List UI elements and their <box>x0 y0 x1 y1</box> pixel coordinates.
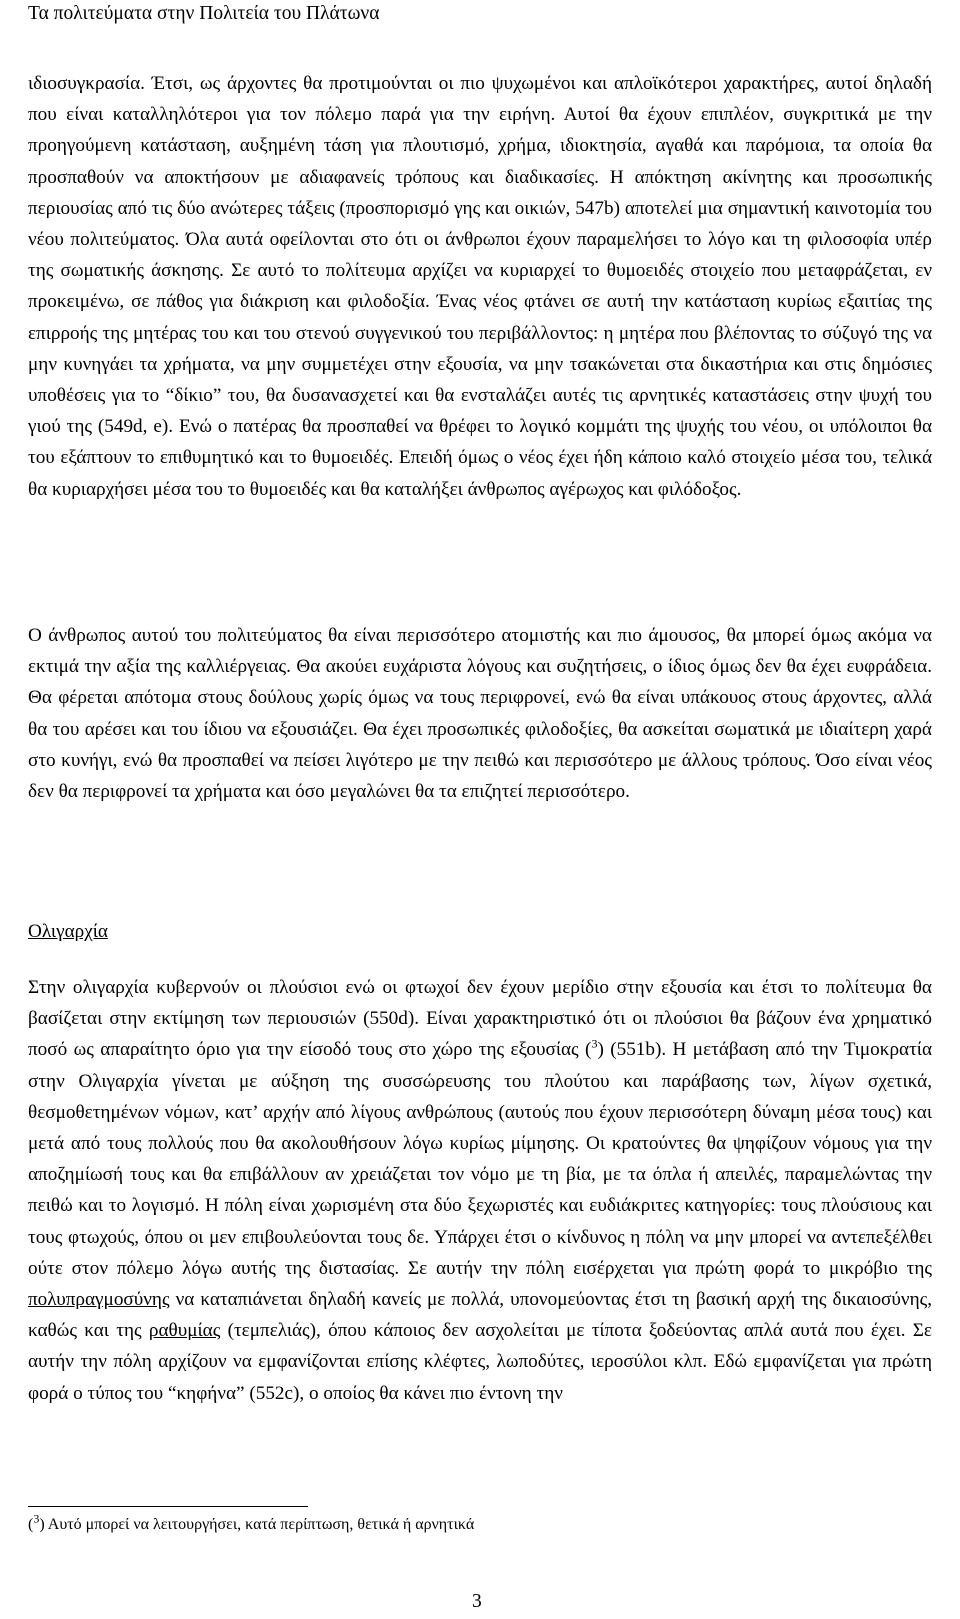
term-polypragmosyni: πολυπραγμοσύνης <box>28 1289 170 1311</box>
footnote-open-paren: ( <box>28 1516 34 1533</box>
footnote-separator <box>28 1506 308 1507</box>
oligarchy-text-part1: Στην ολιγαρχία κυβερνούν οι πλούσιοι ενώ οι φτωχοί δεν έχουν μερίδιο στην εξουσία και έτσι το πολίτευμα θα βασίζεται στην εκτίμηση των περιουσιών (550d). Είναι χαρακτηριστικό ότι οι πλούσιοι θα βάζουν ένα χρηματικό ποσό ως απαραίτητο όριο για την είσοδό τους στο χώρο της εξουσίας ( <box>28 977 932 1061</box>
footnote-3 <box>28 1511 475 1536</box>
paragraph-timocratic-man: ιδιοσυγκρασία. Έτσι, ως άρχοντες θα προτιμούνται οι πιο ψυχωμένοι και απλοϊκότεροι χαρακτήρες, αυτοί δηλαδή που είναι καταλληλότεροι για τον πόλεμο παρά για την ειρήνη. Αυτοί θα έχουν επιπλέον, συγκριτικά με την προηγούμενη κατάσταση, αυξημένη τάση για πλουτισμό, χρήμα, ιδιοκτησία, αγαθά και παρόμοια, τα οποία θα προσπαθούν να αποκτήσουν με αδιαφανείς τρόπους και διαδικασίες. Η απόκτηση ακίνητης και προσωπικής περιουσίας από τις δύο ανώτερες τάξεις (προσπορισμό γης και οικιών, 547b) αποτελεί μια σημαντική καινοτομία του νέου πολιτεύματος. Όλα αυτά οφείλονται στο ότι οι άνθρωποι έχουν παραμελήσει το λόγο και τη φιλοσοφία υπέρ της σωματικής άσκησης. Σε αυτό το πολίτευμα αρχίζει να κυριαρχεί το θυμοειδές στοιχείο που μεταφράζεται, εν προκειμένω, σε πάθος για διάκριση και φιλοδοξία. Ένας νέος φτάνει σε αυτή την κατάσταση κυρίως εξαιτίας της επιρροής της μητέρας του και του στενού συγγενικού του περιβάλλοντος: η μητέρα που βλέποντας το σύζυγό της να μην κυνηγάει τα χρήματα, να μην συμμετέχει στην εξουσία, να μην τσακώνεται στα δικαστήρια και στις δημόσιες υποθέσεις για το “δίκιο” του, θα δυσανασχετεί και θα ενσταλάζει αυτές τις αρνητικές καταστάσεις στην ψυχή του γιού της (549d, e). Ενώ ο πατέρας θα προσπαθεί να θρέφει το λογικό κομμάτι της ψυχής του νέου, οι υπόλοιποι θα του εξάπτουν το επιθυμητικό και το θυμοειδές. Επειδή όμως ο νέος έχει ήδη κάποιο καλό στοιχείο μέσα του, τελικά θα κυριαρχήσει μέσα του το θυμοειδές και θα καταλήξει άνθρωπος αγέρωχος και φιλόδοξος. <box>28 73 932 500</box>
oligarchy-text-part2: ) (551b). Η μετάβαση από την Τιμοκρατία στην Ολιγαρχία γίνεται με αύξηση της συσσώρευσης του πλούτου και παράβασης των, λίγων σχετικά, θεσμοθετημένων νόμων, κατ’ αρχήν από λίγους ανθρώπους (αυτούς που έχουν περισσότερη δύναμη μέσα τους) και μετά από τους πολλούς που θα ακολουθήσουν λόγω κυρίως μίμησης. Οι κρατούντες θα ψηφίζουν νόμους για την αποζημίωσή τους και θα επιβάλλουν αν χρειάζεται τον νόμο με τη βία, με τα όπλα ή απειλές, παραμελώντας την πειθώ και το λογισμό. Η πόλη είναι χωρισμένη στα δύο ξεχωριστές και ευδιάκριτες κατηγορίες: τους πλούσιους και τους φτωχούς, όπου οι μεν επιβουλεύονται τους δε. Υπάρχει έτσι ο κίνδυνος η πόλη να μην μπορεί να αντεπεξέλθει ούτε στον πόλεμο λόγω αυτής της διστασίας. Σε αυτήν την πόλη εισέρχεται για πρώτη φορά το μικρόβιο της <box>28 1039 933 1279</box>
page-number: 3 <box>472 1591 482 1612</box>
oligarchy-text-part3: να καταπιάνεται δηλαδή κανείς με πολλά, υπονομεύοντας έτσι τη βασική αρχή της δικαιοσύνης, καθώς και της <box>28 1289 932 1342</box>
running-header: Τα πολιτεύματα στην Πολιτεία του Πλάτωνα <box>28 3 380 24</box>
footnote-text: ) Αυτό μπορεί να λειτουργήσει, κατά περίπτωση, θετικά ή αρνητικά <box>39 1516 475 1533</box>
oligarchy-text-part4: (τεμπελιάς), όπου κάποιος δεν ασχολείται με τίποτα ξοδεύοντας απλά αυτά που έχει. Σε αυτήν την πόλη αρχίζουν να εμφανίζονται επίσης κλέφτες, λωποδύτες, ιεροσύλοι κλπ. Εδώ εμφανίζεται για πρώτη φορά ο τύπος του “κηφήνα” (552c), ο οποίος θα κάνει πιο έντονη την <box>28 1320 932 1404</box>
section-heading-oligarchy: Ολιγαρχία <box>28 921 108 942</box>
footnote-number: 3 <box>33 1511 40 1526</box>
term-rathymia: ραθυμίας <box>148 1320 221 1342</box>
paragraph-oligarchy <box>28 972 932 1409</box>
footnote-reference[interactable]: 3 <box>591 1037 598 1052</box>
paragraph-timocratic-character: Ο άνθρωπος αυτού του πολιτεύματος θα είναι περισσότερο ατομιστής και πιο άμουσος, θα μπορεί όμως ακόμα να εκτιμά την αξία της καλλιέργειας. Θα ακούει ευχάριστα λόγους και συζητήσεις, ο ίδιος όμως δεν θα έχει ευφράδεια. Θα φέρεται απότομα στους δούλους χωρίς όμως να τους περιφρονεί, ενώ θα είναι υπάκουος στους άρχοντες, αλλά θα του αρέσει και του ίδιου να εξουσιάζει. Θα έχει προσωπικές φιλοδοξίες, θα ασκείται σωματικά με ιδιαίτερη χαρά στο κυνήγι, ενώ θα προσπαθεί να πείσει λιγότερο με την πειθώ και περισσότερο με άλλους τρόπους. Όσο είναι νέος δεν θα περιφρονεί τα χρήματα και όσο μεγαλώνει θα τα επιζητεί περισσότερο. <box>28 625 932 803</box>
